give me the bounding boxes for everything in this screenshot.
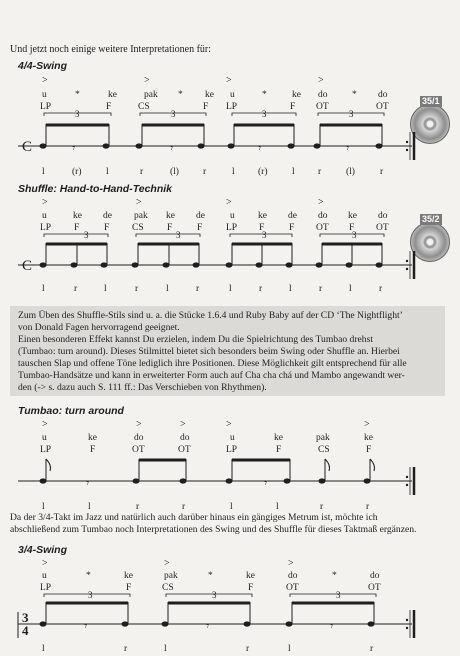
svg-text:u: u <box>230 433 235 443</box>
svg-text:CS: CS <box>318 445 330 455</box>
svg-text:>: > <box>226 75 232 86</box>
svg-text:𝄾: 𝄾 <box>72 141 76 155</box>
svg-text:l: l <box>230 502 233 512</box>
accent-marks <box>42 197 324 208</box>
svg-text:ke: ke <box>258 211 267 221</box>
svg-text:>: > <box>42 75 48 86</box>
svg-text:*: * <box>208 571 213 581</box>
svg-text:F: F <box>259 223 265 233</box>
svg-text:u: u <box>230 211 235 221</box>
svg-text:r: r <box>140 167 144 177</box>
section-title-swing34: 3/4-Swing <box>18 544 68 556</box>
svg-text:F: F <box>203 102 209 112</box>
paragraph-line: tauschen Slap und offene Töne lediglich ihre Positionen. Diese Möglichkeit gilt entsprechend für alle <box>18 358 407 369</box>
svg-text:LP: LP <box>226 223 238 233</box>
svg-text:>: > <box>226 419 232 430</box>
svg-text:r: r <box>318 167 322 177</box>
svg-text:OT: OT <box>286 583 299 593</box>
accent-marks <box>42 558 294 569</box>
svg-text:3: 3 <box>262 230 267 240</box>
svg-text:*: * <box>262 90 267 100</box>
svg-text:F: F <box>167 223 173 233</box>
svg-text:(l): (l) <box>170 167 179 177</box>
svg-text:l: l <box>288 644 291 654</box>
svg-text:LP: LP <box>226 102 238 112</box>
svg-text:r: r <box>203 167 207 177</box>
svg-text:pak: pak <box>316 433 330 443</box>
svg-text:l: l <box>106 167 109 177</box>
svg-text:do: do <box>378 211 388 221</box>
svg-text:LP: LP <box>40 583 52 593</box>
svg-text:l: l <box>164 644 167 654</box>
time-signature: C <box>22 258 33 274</box>
svg-text:F: F <box>276 445 282 455</box>
svg-text:F: F <box>366 445 372 455</box>
svg-text:3: 3 <box>349 109 354 119</box>
paragraph-line: Da der 3/4-Takt im Jazz und natürlich auch darüber hinaus ein gängiges Metrum ist, möchte ich <box>10 512 378 523</box>
svg-text:ke: ke <box>108 90 117 100</box>
svg-text:F: F <box>197 223 203 233</box>
svg-text:pak: pak <box>144 90 158 100</box>
svg-text:>: > <box>136 419 142 430</box>
svg-text:l: l <box>289 284 292 294</box>
rests <box>86 476 267 490</box>
svg-text:LP: LP <box>40 102 52 112</box>
hand-row <box>40 445 371 455</box>
svg-text:CS: CS <box>138 102 150 112</box>
svg-text:ke: ke <box>364 433 373 443</box>
svg-text:r: r <box>379 284 383 294</box>
svg-text:ke: ke <box>124 571 133 581</box>
svg-text:r: r <box>366 502 370 512</box>
svg-text:3: 3 <box>262 109 267 119</box>
svg-text:pak: pak <box>164 571 178 581</box>
sticking-row <box>42 166 384 177</box>
svg-text:l: l <box>42 284 45 294</box>
svg-text:*: * <box>332 571 337 581</box>
triplet-brackets <box>44 113 384 116</box>
accent-marks <box>42 419 370 430</box>
svg-text:F: F <box>106 102 112 112</box>
svg-text:de: de <box>103 211 112 221</box>
paragraph-line: von Donald Fagen hervorragend geeignet. <box>18 322 180 333</box>
svg-text:l: l <box>232 167 235 177</box>
svg-text:3: 3 <box>212 590 217 600</box>
svg-text:LP: LP <box>40 445 52 455</box>
rests <box>72 141 349 155</box>
svg-text:>: > <box>42 419 48 430</box>
svg-text:do: do <box>134 433 144 443</box>
svg-text:CS: CS <box>162 583 174 593</box>
svg-text:(r): (r) <box>72 167 82 177</box>
svg-text:3: 3 <box>176 230 181 240</box>
paragraph-line: den (-> s. dazu auch S. 111 ff.: Das Verschieben von Rhythmen). <box>18 382 267 393</box>
svg-text:u: u <box>42 211 47 221</box>
svg-text:r: r <box>124 644 128 654</box>
svg-text:𝄾: 𝄾 <box>84 619 88 633</box>
svg-text:ke: ke <box>88 433 97 443</box>
paragraph-line: abschließend zum Tumbao noch Interpretationen des Swing und des Shuffle für dieses Taktmaß ergänzen. <box>10 524 417 535</box>
svg-text:𝄾: 𝄾 <box>206 619 210 633</box>
svg-text:LP: LP <box>226 445 238 455</box>
svg-text:r: r <box>320 502 324 512</box>
svg-text:LP: LP <box>40 223 52 233</box>
notation-swing44 <box>0 72 420 192</box>
svg-text:OT: OT <box>132 445 145 455</box>
svg-text:>: > <box>42 558 48 569</box>
svg-text:>: > <box>180 419 186 430</box>
svg-text:OT: OT <box>316 223 329 233</box>
svg-text:de: de <box>196 211 205 221</box>
svg-text:*: * <box>86 571 91 581</box>
svg-text:l: l <box>88 502 91 512</box>
svg-text:l: l <box>349 284 352 294</box>
svg-text:OT: OT <box>376 223 389 233</box>
time-signature-top: 3 <box>22 610 29 625</box>
stroke-row <box>42 433 373 443</box>
svg-text:𝄾: 𝄾 <box>264 476 268 490</box>
note-stems <box>46 243 382 265</box>
cd-track-label: 35/1 <box>422 96 440 106</box>
svg-text:do: do <box>288 571 298 581</box>
svg-text:OT: OT <box>316 102 329 112</box>
svg-text:𝄾: 𝄾 <box>258 141 262 155</box>
rests <box>84 619 333 633</box>
hand-row <box>40 223 389 233</box>
svg-text:F: F <box>74 223 80 233</box>
svg-text:r: r <box>135 284 139 294</box>
svg-text:*: * <box>178 90 183 100</box>
svg-text:ke: ke <box>205 90 214 100</box>
paragraph-line: (Tumbao: turn around). Dieses Stilmittel bietet sich besonders beim Swing oder Shuffle an. Hierbei <box>18 346 400 357</box>
svg-text:F: F <box>289 223 295 233</box>
svg-text:r: r <box>74 284 78 294</box>
svg-text:3: 3 <box>88 590 93 600</box>
notation-shuffle <box>0 195 420 305</box>
svg-text:F: F <box>90 445 96 455</box>
stroke-row <box>42 90 388 100</box>
svg-text:𝄾: 𝄾 <box>86 476 90 490</box>
svg-text:do: do <box>370 571 380 581</box>
triplet-brackets <box>44 594 376 597</box>
paragraph-line: Tumbao-Handsätze und kann in erweiterter Form auch auf Cha cha chá und Mambo angewandt wer- <box>18 370 405 381</box>
svg-text:r: r <box>380 167 384 177</box>
svg-text:OT: OT <box>178 445 191 455</box>
intro-text: Und jetzt noch einige weitere Interpretationen für: <box>10 44 212 55</box>
svg-text:do: do <box>318 90 328 100</box>
svg-text:l: l <box>42 167 45 177</box>
svg-text:r: r <box>319 284 323 294</box>
svg-text:>: > <box>144 75 150 86</box>
sticking-row <box>42 502 370 512</box>
time-signature-bottom: 4 <box>22 623 29 638</box>
accent-marks <box>42 75 324 86</box>
svg-text:r: r <box>370 644 374 654</box>
svg-text:r: r <box>246 644 250 654</box>
svg-text:𝄾: 𝄾 <box>346 141 350 155</box>
triplet-brackets <box>44 234 384 237</box>
note-stems <box>46 124 382 146</box>
svg-text:u: u <box>42 571 47 581</box>
svg-text:do: do <box>318 211 328 221</box>
svg-text:l: l <box>292 167 295 177</box>
section-title-shuffle: Shuffle: Hand-to-Hand-Technik <box>18 183 172 195</box>
svg-text:F: F <box>290 102 296 112</box>
svg-text:>: > <box>288 558 294 569</box>
svg-text:(l): (l) <box>346 167 355 177</box>
svg-text:u: u <box>42 90 47 100</box>
notation-swing34 <box>0 556 420 656</box>
svg-text:F: F <box>104 223 110 233</box>
svg-text:3: 3 <box>336 590 341 600</box>
svg-text:>: > <box>364 419 370 430</box>
svg-text:OT: OT <box>376 102 389 112</box>
svg-text:CS: CS <box>132 223 144 233</box>
triplet-numbers <box>75 109 354 119</box>
time-signature: C <box>22 139 33 155</box>
section-title-turnaround: Tumbao: turn around <box>18 405 124 417</box>
svg-text:r: r <box>182 502 186 512</box>
svg-text:3: 3 <box>352 230 357 240</box>
svg-text:*: * <box>75 90 80 100</box>
svg-text:ke: ke <box>292 90 301 100</box>
svg-text:3: 3 <box>171 109 176 119</box>
sticking-row <box>42 644 374 654</box>
svg-text:OT: OT <box>368 583 381 593</box>
svg-text:>: > <box>318 75 324 86</box>
svg-text:do: do <box>378 90 388 100</box>
svg-text:ke: ke <box>348 211 357 221</box>
svg-text:*: * <box>352 90 357 100</box>
notation-turnaround <box>0 417 420 517</box>
svg-text:ke: ke <box>166 211 175 221</box>
svg-text:>: > <box>136 197 142 208</box>
hand-row <box>40 102 389 112</box>
svg-text:>: > <box>226 197 232 208</box>
svg-text:>: > <box>164 558 170 569</box>
svg-text:𝄾: 𝄾 <box>330 619 334 633</box>
svg-text:do: do <box>180 433 190 443</box>
svg-text:l: l <box>104 284 107 294</box>
svg-text:l: l <box>229 284 232 294</box>
svg-text:3: 3 <box>84 230 89 240</box>
svg-text:F: F <box>248 583 254 593</box>
svg-text:l: l <box>42 502 45 512</box>
svg-text:u: u <box>230 90 235 100</box>
note-stems <box>46 459 370 481</box>
svg-text:(r): (r) <box>258 167 268 177</box>
svg-text:r: r <box>259 284 263 294</box>
svg-text:ke: ke <box>274 433 283 443</box>
svg-text:3: 3 <box>75 109 80 119</box>
svg-text:>: > <box>42 197 48 208</box>
svg-text:l: l <box>42 644 45 654</box>
svg-text:ke: ke <box>246 571 255 581</box>
svg-text:u: u <box>42 433 47 443</box>
stroke-row <box>42 211 388 221</box>
svg-text:F: F <box>126 583 132 593</box>
stroke-row <box>42 571 380 581</box>
paragraph-line: Einen besonderen Effekt kannst Du erzielen, indem Du die Spielrichtung des Tumbao drehst <box>18 334 373 345</box>
section-title-swing44: 4/4-Swing <box>18 60 68 72</box>
svg-text:l: l <box>276 502 279 512</box>
svg-text:𝄾: 𝄾 <box>170 141 174 155</box>
svg-text:ke: ke <box>73 211 82 221</box>
svg-text:r: r <box>196 284 200 294</box>
note-stems <box>46 602 374 624</box>
svg-text:l: l <box>166 284 169 294</box>
svg-text:r: r <box>136 502 140 512</box>
paragraph-line: Zum Üben des Shuffle-Stils sind u. a. die Stücke 1.6.4 und Ruby Baby auf der CD ‘The Nightflight’ <box>18 310 403 321</box>
svg-text:F: F <box>349 223 355 233</box>
svg-text:de: de <box>288 211 297 221</box>
svg-text:>: > <box>318 197 324 208</box>
cd-track-label: 35/2 <box>422 214 440 224</box>
svg-text:pak: pak <box>134 211 148 221</box>
sticking-row <box>42 284 383 294</box>
